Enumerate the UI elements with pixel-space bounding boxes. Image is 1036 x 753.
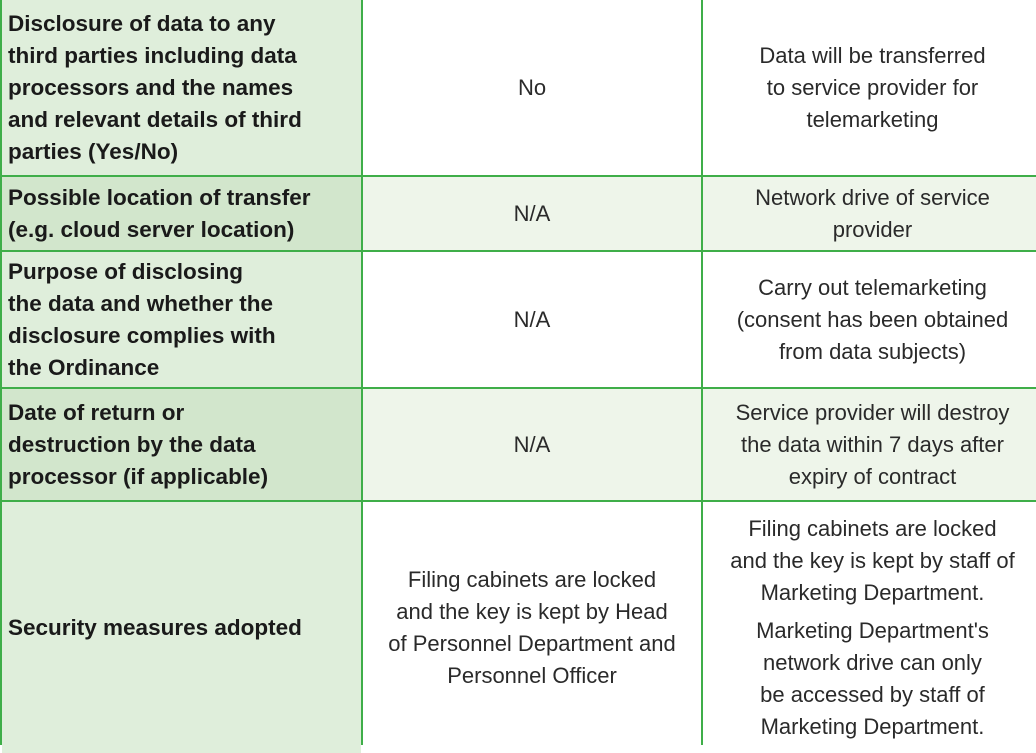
heading-text: Purpose of disclosing the data and whether the disclosure complies with the Ordinance xyxy=(8,258,276,380)
cell-text: Service provider will destroy the data within 7 days after expiry of contract xyxy=(735,399,1010,489)
cell-location-marketing xyxy=(703,177,1036,250)
cell-text: Filing cabinets are locked and the key is kept by Head of Personnel Department and Personnel Officer xyxy=(388,566,676,688)
cell-text-network-drive: Marketing Department's network drive can only be accessed by staff of Marketing Department. xyxy=(756,617,989,739)
cell-purpose-personnel xyxy=(363,252,701,387)
row-heading-return-date xyxy=(2,389,361,500)
cell-return-marketing xyxy=(703,389,1036,500)
row-heading-purpose xyxy=(2,252,361,387)
cell-security-personnel xyxy=(363,502,701,753)
row-heading-security xyxy=(2,502,361,753)
cell-text-cabinets: Filing cabinets are locked and the key is kept by staff of Marketing Department. xyxy=(730,515,1015,605)
cell-disclosure-marketing xyxy=(703,0,1036,175)
cell-disclosure-personnel xyxy=(363,0,701,175)
cell-text: Data will be transferred to service provider for telemarketing xyxy=(759,42,986,132)
cell-text: N/A xyxy=(513,200,551,226)
cell-text: N/A xyxy=(513,431,551,457)
cell-location-personnel xyxy=(363,177,701,250)
row-heading-disclosure xyxy=(2,0,361,175)
cell-purpose-marketing xyxy=(703,252,1036,387)
row-heading-location xyxy=(2,177,361,250)
heading-text: Disclosure of data to any third parties including data processors and the names and relevant details of third parties (Yes/No) xyxy=(8,10,302,164)
cell-text: Network drive of service provider xyxy=(755,184,990,242)
heading-text: Security measures adopted xyxy=(8,614,302,640)
heading-text: Possible location of transfer (e.g. cloud server location) xyxy=(8,184,311,242)
cell-text: N/A xyxy=(513,306,551,332)
cell-text: Carry out telemarketing (consent has been obtained from data subjects) xyxy=(736,274,1009,364)
cell-return-personnel xyxy=(363,389,701,500)
heading-text: Date of return or destruction by the data processor (if applicable) xyxy=(8,399,269,489)
cell-text: No xyxy=(517,74,547,100)
cell-security-marketing xyxy=(703,502,1036,753)
